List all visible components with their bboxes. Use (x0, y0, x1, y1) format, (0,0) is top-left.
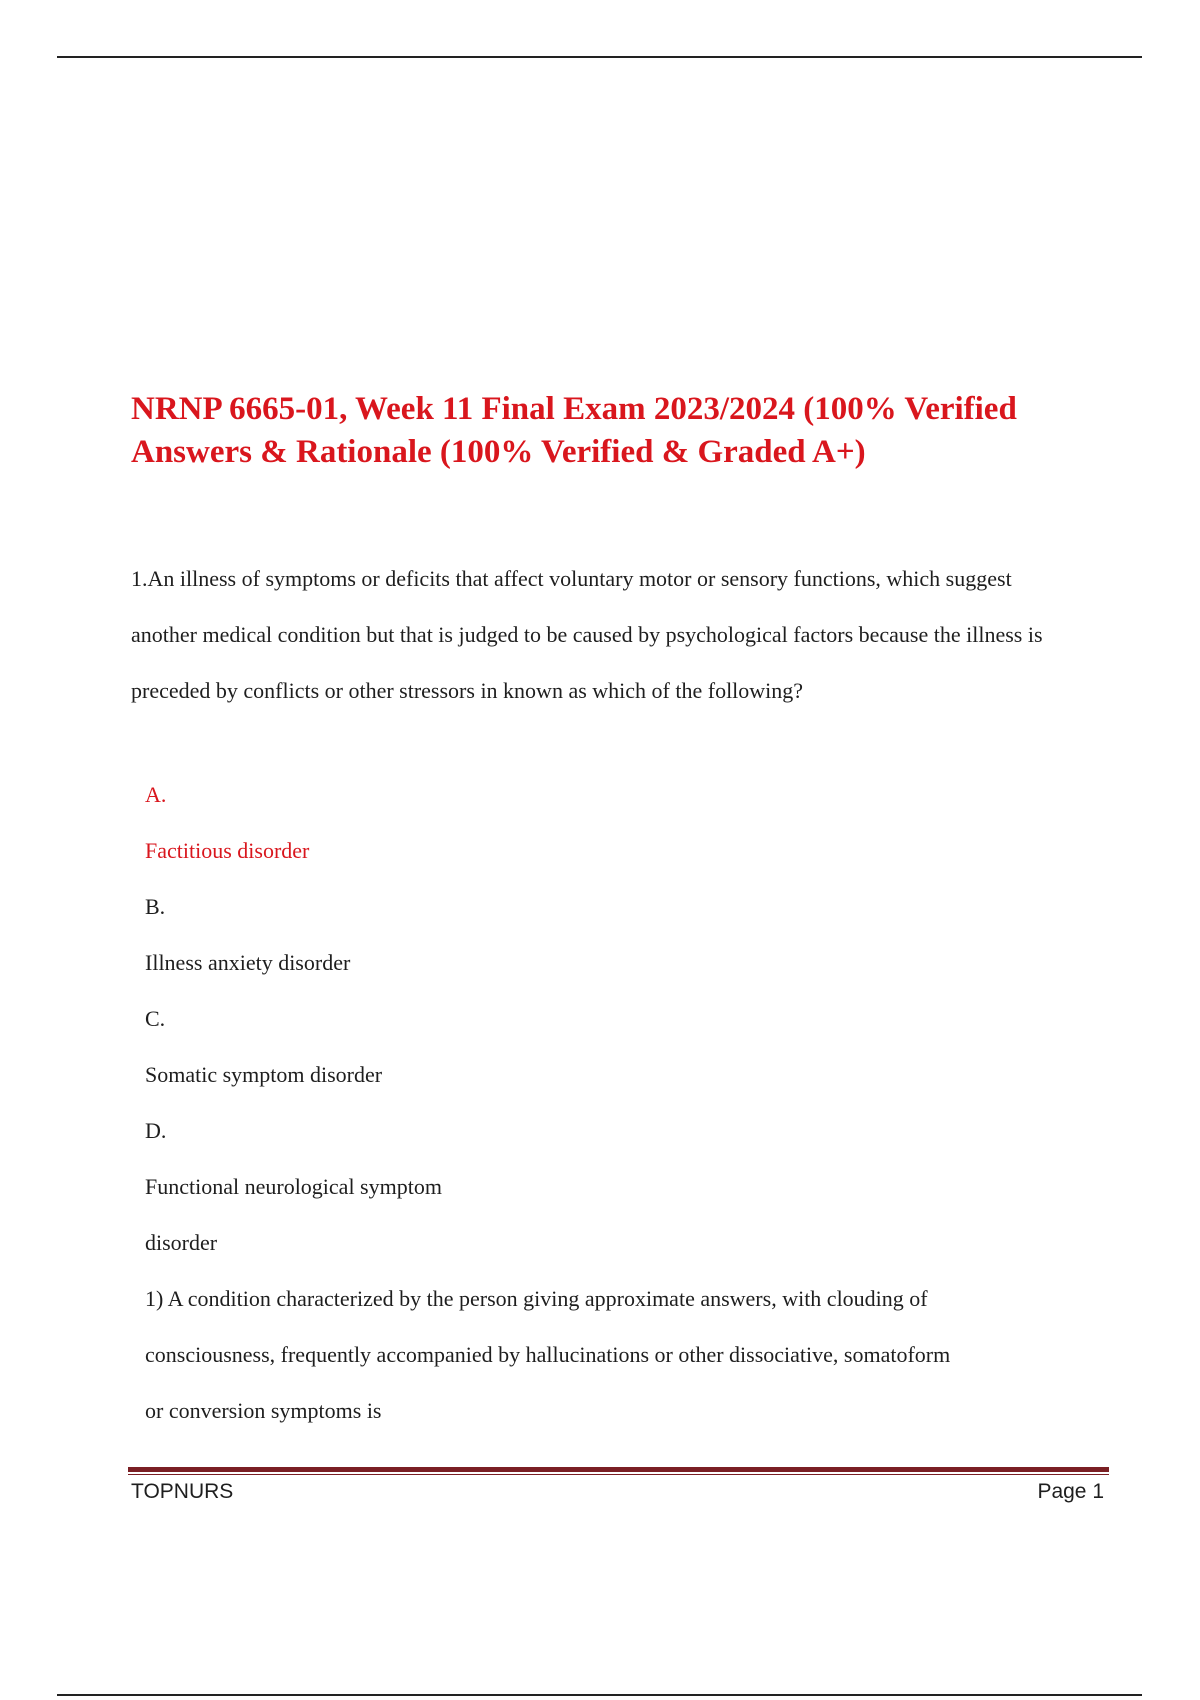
next-question-line-3: or conversion symptoms is (145, 1398, 382, 1423)
header-rule (57, 56, 1142, 58)
footer-rule-thin (128, 1474, 1109, 1475)
option-b-letter: B. (145, 894, 166, 919)
question-1-text: 1.An illness of symptoms or deficits that affect voluntary motor or sensory functions, which suggest another medical condition but that is judged to be caused by psychological factors because the illness is preceded by conflicts or other stressors in known as which of the following? (131, 566, 1043, 703)
next-question-line-1: 1) A condition characterized by the person giving approximate answers, with clouding of (145, 1286, 928, 1311)
option-c-letter: C. (145, 1006, 166, 1031)
option-c-text: Somatic symptom disorder (145, 1062, 383, 1087)
footer-rule (128, 1467, 1109, 1472)
footer-brand: TOPNURS (131, 1480, 234, 1503)
option-d-letter: D. (145, 1118, 167, 1143)
option-a-text: Factitious disorder (145, 838, 310, 863)
option-d-text-line-2: disorder (145, 1230, 218, 1255)
next-question-line-2: consciousness, frequently accompanied by hallucinations or other dissociative, somatoform (145, 1342, 951, 1367)
option-d-text-line-1: Functional neurological symptom (145, 1174, 442, 1199)
bottom-rule (57, 1694, 1142, 1696)
option-b-text: Illness anxiety disorder (145, 950, 351, 975)
answer-options (145, 767, 1065, 1439)
document-title: NRNP 6665-01, Week 11 Final Exam 2023/2024 (100% Verified Answers & Rationale (100% Verified & Graded A+) (131, 391, 1017, 470)
page-number: Page 1 (1037, 1480, 1104, 1503)
option-a-letter: A. (145, 782, 167, 807)
